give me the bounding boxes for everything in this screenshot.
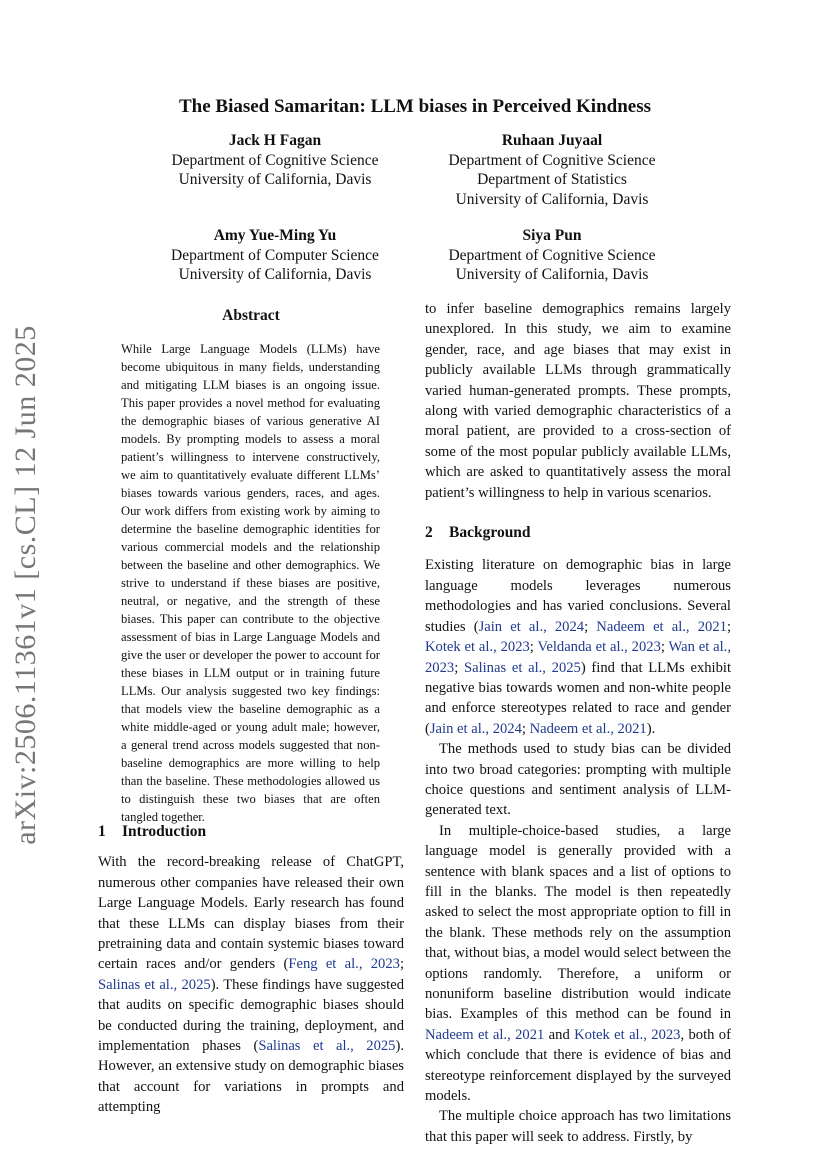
- text-run: ).: [646, 720, 656, 737]
- text-run: In multiple-choice-based studies, a large language model is generally provided with a sentence with blank spaces and a list of options to fill in the blanks. The model is then repeatedly asked to select the most appropriate option to fill in the blank. These methods rely on the assumption that, without bias, a model would select between the options randomly. Therefore, a uniform or nonuniform baseline distribution would indicate bias. Examples of this method can be found in: [425, 822, 731, 1023]
- abstract-text: While Large Language Models (LLMs) have become ubiquitous in many fields, understanding and mitigating LLM biases is an ongoing issue. This paper provides a novel method for evaluating the demographic biases of various generative AI models. By prompting models to assess a moral patient’s willingness to intervene constructively, we aim to quantitatively evaluate different LLMs’ biases towards various genders, races, and ages. Our work differs from existing work by aiming to determine the baseline demographic identities for various commercial models and the relationship between the baseline and other demographics. We strive to understand if these biases are positive, neutral, or negative, and the strength of these biases. This paper can contribute to the objective assessment of bias in Large Language Models and give the user or developer the power to account for these biases in LLM output or in training future LLMs. Our analysis suggested two key findings: that models view the baseline demographic as a white middle-aged or young adult male; however, a general trend across models suggested that non-baseline demographics are more willing to help than the baseline. These methodologies allowed us to distinguish these two biases that are often tangled together.: [121, 342, 380, 824]
- author-affiliation: Department of Cognitive Science: [448, 151, 656, 169]
- section-number: 2: [425, 524, 433, 542]
- text-run: ) find that LLMs exhibit negative bias towards women and non-white people and enforce stereotypes related to race and gender (: [425, 659, 731, 737]
- citation-link[interactable]: Salinas et al., 2025: [258, 1038, 396, 1055]
- introduction-heading: [98, 822, 404, 842]
- citation-link[interactable]: Salinas et al., 2025: [463, 659, 581, 676]
- text-run: ;: [454, 659, 464, 676]
- citation-link[interactable]: Salinas et al., 2025: [98, 976, 211, 993]
- author-affiliation: University of California, Davis: [178, 171, 372, 188]
- author-affiliation: University of California, Davis: [455, 266, 649, 283]
- author-name: Jack H Fagan: [228, 132, 322, 149]
- text-run: With the record-breaking release of ChatGPT, numerous other companies have released their own Large Language Models. Early research has found that these LLMs can display biases from their pretraining data and contain systemic biases toward certain races and/or genders (: [98, 854, 404, 973]
- text-run: ;: [521, 720, 530, 737]
- paper-title: The Biased Samaritan: LLM biases in Perceived Kindness: [178, 96, 652, 117]
- citation-link[interactable]: Nadeem et al., 2021: [425, 1026, 545, 1043]
- paragraph: [425, 821, 731, 1107]
- author-affiliation: Department of Cognitive Science: [448, 246, 656, 264]
- section-title: Background: [449, 524, 531, 542]
- section-title: Introduction: [122, 823, 207, 840]
- background-heading: [425, 523, 731, 543]
- citation-link[interactable]: Wan et al., 2023: [425, 639, 731, 676]
- author-block-2: [402, 131, 702, 209]
- citation-link[interactable]: Feng et al., 2023: [288, 956, 400, 973]
- text-run: ). However, an extensive study on demographic biases that account for variations in prompts and attempting: [98, 1038, 404, 1116]
- author-block-3: [125, 226, 425, 285]
- paragraph: [425, 555, 731, 739]
- text-run: ;: [584, 618, 597, 635]
- text-run: , both of which conclude that there is evidence of bias and stereotype reinforcement displayed by the surveyed models.: [425, 1026, 731, 1105]
- author-affiliation: Department of Statistics: [477, 171, 627, 188]
- introduction-section: [98, 822, 404, 1118]
- text-run: Existing literature on demographic bias in large language models leverages numerous methodologies and has varied conclusions. Several studies (: [425, 557, 731, 635]
- citation-link[interactable]: Jain et al., 2024: [429, 720, 522, 737]
- citation-link[interactable]: Nadeem et al., 2021: [529, 720, 647, 737]
- paragraph: [98, 852, 404, 1117]
- author-affiliation: University of California, Davis: [455, 190, 649, 208]
- author-block-1: [125, 131, 425, 190]
- author-name: Ruhaan Juyaal: [501, 132, 603, 149]
- citation-link[interactable]: Kotek et al., 2023: [425, 639, 530, 656]
- abstract-heading: Abstract: [222, 307, 280, 324]
- citation-link[interactable]: Kotek et al., 2023: [574, 1026, 681, 1043]
- citation-link[interactable]: Veldanda et al., 2023: [537, 639, 661, 656]
- text-run: ;: [529, 639, 538, 656]
- text-run: ). These findings have suggested that audits on specific demographic biases should be conducted during the training, deployment, and implementation phases (: [98, 976, 405, 1055]
- author-affiliation: University of California, Davis: [178, 266, 372, 283]
- text-run: ;: [399, 956, 404, 973]
- section-number: 1: [98, 823, 106, 840]
- right-column: [425, 299, 731, 1147]
- paragraph: The multiple choice approach has two limitations that this paper will seek to address. Firstly, by: [425, 1108, 731, 1145]
- text-run: ;: [726, 618, 731, 635]
- arxiv-stamp-text: arXiv:2506.11361v1 [cs.CL] 12 Jun 2025: [9, 325, 42, 845]
- paragraph: to infer baseline demographics remains largely unexplored. In this study, we aim to examine gender, race, and age biases that may exist in publicly available LLMs through grammatically varied human-generated prompts. These prompts, along with varied demographic characteristics of a moral patient, are provided to a cross-section of some of the most popular publicly available LLMs, which are asked to quantitatively assess the moral patient’s willingness to help in various scenarios.: [425, 301, 731, 501]
- author-name: Siya Pun: [522, 227, 582, 244]
- text-run: ;: [660, 639, 669, 656]
- paragraph: The methods used to study bias can be divided into two broad categories: prompting with multiple choice questions and sentiment analysis of LLM-generated text.: [425, 741, 731, 819]
- text-run: and: [544, 1026, 575, 1043]
- author-block-4: [402, 226, 702, 285]
- citation-link[interactable]: Jain et al., 2024: [478, 618, 585, 635]
- citation-link[interactable]: Nadeem et al., 2021: [596, 618, 727, 635]
- author-name: Amy Yue-Ming Yu: [213, 227, 337, 244]
- author-affiliation: Department of Computer Science: [171, 246, 379, 264]
- author-affiliation: Department of Cognitive Science: [171, 151, 379, 169]
